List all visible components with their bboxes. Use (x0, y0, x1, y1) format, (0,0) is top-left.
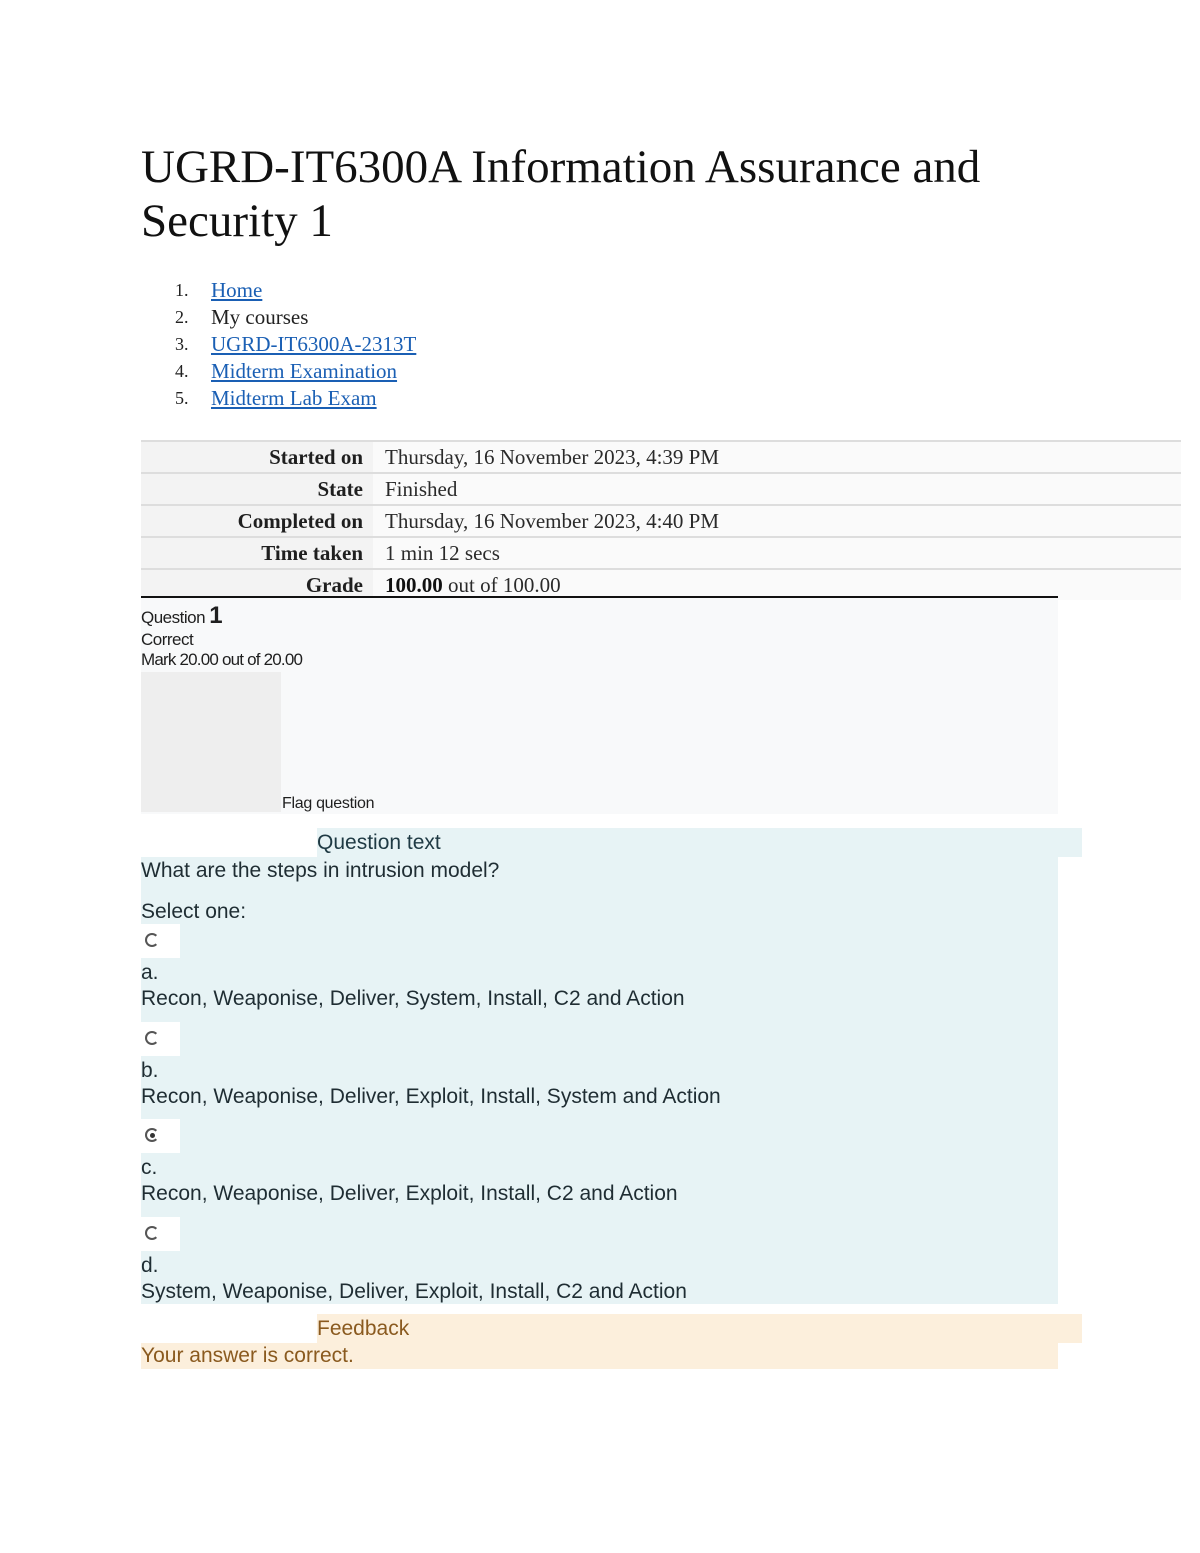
summary-value: Thursday, 16 November 2023, 4:39 PM (373, 441, 1181, 473)
summary-row-state (141, 473, 1181, 505)
breadcrumb-number: 4. (175, 361, 189, 381)
radio-container[interactable] (141, 1217, 180, 1251)
summary-row-started (141, 441, 1181, 473)
breadcrumb-item-course (141, 331, 416, 358)
radio-unchecked-icon[interactable] (145, 1031, 159, 1045)
radio-container[interactable] (141, 1119, 180, 1153)
summary-value: Thursday, 16 November 2023, 4:40 PM (373, 505, 1181, 537)
question-text-heading: Question text (317, 828, 1082, 857)
breadcrumb-item-my-courses (141, 304, 416, 331)
question-info-panel (141, 596, 1058, 814)
summary-label: State (141, 473, 373, 505)
answer-letter: d. (141, 1254, 159, 1277)
summary-label: Started on (141, 441, 373, 473)
breadcrumb-text-my-courses: My courses (211, 305, 309, 329)
attempt-summary-table (141, 440, 1181, 600)
radio-unchecked-icon[interactable] (145, 933, 159, 947)
breadcrumb-link-midterm-examination[interactable]: Midterm Examination (211, 359, 398, 383)
flag-question-image[interactable] (141, 672, 281, 812)
answer-letter: c. (141, 1156, 158, 1179)
breadcrumb-link-home[interactable]: Home (211, 278, 263, 302)
answer-letter: a. (141, 961, 159, 984)
question-number-line (141, 602, 222, 630)
radio-checked-icon[interactable] (145, 1128, 159, 1142)
breadcrumb-item-midterm-lab-exam (141, 385, 416, 412)
select-one-prompt: Select one: (141, 900, 247, 923)
breadcrumb-item-home (141, 277, 416, 304)
question-mark: Mark 20.00 out of 20.00 (141, 650, 303, 669)
summary-value: Finished (373, 473, 1181, 505)
summary-label: Time taken (141, 537, 373, 569)
answer-text: System, Weaponise, Deliver, Exploit, Install, C2 and Action (141, 1280, 687, 1303)
summary-label: Grade (141, 569, 373, 600)
page-title: UGRD-IT6300A Information Assurance and Security 1 (141, 141, 981, 247)
question-text: What are the steps in intrusion model? (141, 859, 500, 882)
feedback-heading: Feedback (317, 1314, 1082, 1343)
question-number: 1 (209, 602, 223, 629)
radio-unchecked-icon[interactable] (145, 1226, 159, 1240)
summary-row-completed (141, 505, 1181, 537)
breadcrumb-link-midterm-lab-exam[interactable]: Midterm Lab Exam (211, 386, 377, 410)
breadcrumb-number: 3. (175, 334, 189, 354)
answer-letter: b. (141, 1059, 159, 1082)
radio-container[interactable] (141, 924, 180, 958)
radio-container[interactable] (141, 1022, 180, 1056)
question-state: Correct (141, 630, 194, 649)
summary-label: Completed on (141, 505, 373, 537)
breadcrumb-link-course[interactable]: UGRD-IT6300A-2313T (211, 332, 417, 356)
summary-value: 1 min 12 secs (373, 537, 1181, 569)
answer-text: Recon, Weaponise, Deliver, Exploit, Install, C2 and Action (141, 1182, 678, 1205)
grade-out-of: out of 100.00 (442, 572, 561, 597)
summary-row-time-taken (141, 537, 1181, 569)
breadcrumb-number: 2. (175, 307, 189, 327)
breadcrumb (141, 277, 416, 412)
feedback-text: Your answer is correct. (141, 1343, 1058, 1369)
answer-text: Recon, Weaponise, Deliver, Exploit, Install, System and Action (141, 1085, 721, 1108)
answer-text: Recon, Weaponise, Deliver, System, Install, C2 and Action (141, 987, 685, 1010)
flag-question-label[interactable]: Flag question (282, 795, 375, 812)
question-label: Question (141, 608, 206, 627)
breadcrumb-item-midterm-examination (141, 358, 416, 385)
grade-score: 100.00 (385, 572, 443, 597)
breadcrumb-number: 5. (175, 388, 189, 408)
breadcrumb-number: 1. (175, 280, 189, 300)
question-formulation (141, 857, 1058, 1304)
